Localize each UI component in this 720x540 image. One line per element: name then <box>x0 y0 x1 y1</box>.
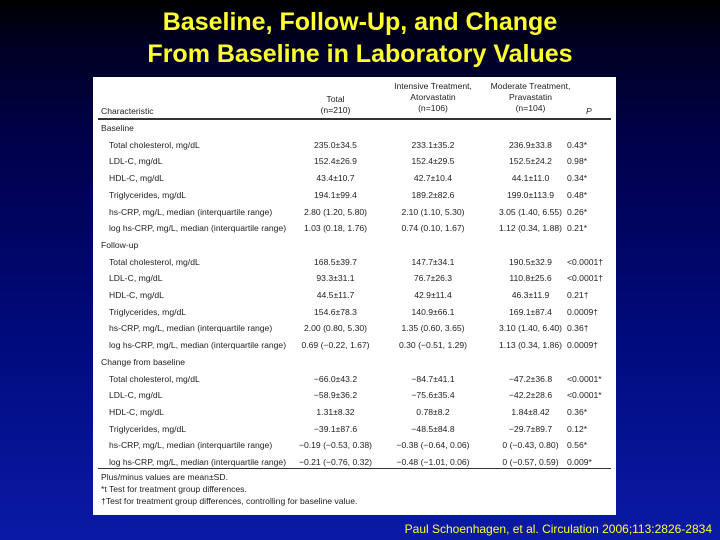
footnote: †Test for treatment group differences, controlling for baseline value. <box>101 496 358 506</box>
cell-intensive: −84.7±41.1 <box>411 373 455 384</box>
table-row <box>93 270 616 287</box>
row-label: Total cholesterol, mg/dL <box>109 373 200 384</box>
cell-intensive: −0.38 (−0.64, 0.06) <box>396 440 470 451</box>
cell-moderate: 169.1±87.4 <box>509 306 552 317</box>
cell-total: 152.4±26.9 <box>314 156 357 167</box>
table-row <box>93 204 616 221</box>
header-characteristic: Characteristic <box>101 106 154 116</box>
table-row <box>93 187 616 204</box>
cell-moderate: 3.05 (1.40, 6.55) <box>498 206 563 217</box>
section-heading <box>93 237 616 254</box>
cell-total: 2.00 (0.80, 5.30) <box>303 323 368 334</box>
header-intensive <box>383 81 483 114</box>
cell-p-value: 0.56* <box>567 440 588 451</box>
cell-moderate: −47.2±36.8 <box>508 373 553 384</box>
cell-total: 43.4±10.7 <box>316 173 355 184</box>
cell-p-value: 0.009* <box>567 457 592 467</box>
row-label: log hs-CRP, mg/L, median (interquartile range) <box>109 340 287 351</box>
cell-p-value: 0.98* <box>567 156 588 167</box>
row-label: LDL-C, mg/dL <box>109 390 163 401</box>
cell-p-value: 0.21* <box>567 223 588 234</box>
cell-intensive: −48.5±84.8 <box>411 423 455 434</box>
cell-total: 235.0±34.5 <box>314 139 357 150</box>
row-label: Triglycerides, mg/dL <box>109 423 187 434</box>
cell-p-value: <0.0001† <box>567 273 604 284</box>
cell-intensive: 0.30 (−0.51, 1.29) <box>398 340 468 351</box>
cell-intensive: 2.10 (1.10, 5.30) <box>401 206 465 217</box>
slide-title-line-2: From Baseline in Laboratory Values <box>147 40 573 68</box>
cell-intensive: 42.9±11.4 <box>414 290 452 300</box>
cell-total: 154.6±78.3 <box>314 306 357 317</box>
cell-p-value: 0.34* <box>567 173 588 184</box>
cell-p-value: 0.12* <box>567 423 588 434</box>
cell-total: −0.21 (−0.76, 0.32) <box>298 457 373 467</box>
cell-p-value: 0.26* <box>567 206 588 217</box>
row-label: HDL-C, mg/dL <box>109 290 164 300</box>
row-label: hs-CRP, mg/L, median (interquartile range) <box>109 323 273 334</box>
cell-total: 168.5±39.7 <box>314 256 357 267</box>
cell-moderate: 44.1±11.0 <box>511 173 550 184</box>
table-row <box>93 220 616 237</box>
cell-moderate: 0 (−0.57, 0.59) <box>502 457 559 467</box>
cell-moderate: −29.7±89.7 <box>508 423 553 434</box>
row-label: Triglycerides, mg/dL <box>109 306 187 317</box>
header-intensive-line-1: Intensive Treatment, <box>394 81 472 91</box>
table-row <box>93 320 616 337</box>
cell-moderate: 190.5±32.9 <box>509 256 552 267</box>
footnote: *t Test for treatment group differences. <box>101 484 247 494</box>
row-label: HDL-C, mg/dL <box>109 406 164 417</box>
row-label: LDL-C, mg/dL <box>109 273 163 284</box>
cell-intensive: 76.7±26.3 <box>413 273 453 284</box>
cell-intensive: 1.35 (0.60, 3.65) <box>401 323 465 334</box>
row-label: LDL-C, mg/dL <box>109 156 163 167</box>
table-row <box>93 153 616 170</box>
cell-intensive: 152.4±29.5 <box>411 156 455 167</box>
header-moderate-line-1: Moderate Treatment, <box>490 81 571 91</box>
cell-p-value: 0.0009† <box>567 340 599 351</box>
cell-total: 44.5±11.7 <box>316 290 355 300</box>
cell-intensive: 140.9±66.1 <box>411 306 455 317</box>
cell-total: −58.9±36.2 <box>313 390 358 401</box>
header-intensive-n: (n=106) <box>418 103 448 113</box>
cell-intensive: −75.6±35.4 <box>411 390 455 401</box>
cell-intensive: 0.78±8.2 <box>416 406 450 417</box>
row-label: log hs-CRP, mg/L, median (interquartile range) <box>109 223 287 234</box>
cell-total: −0.19 (−0.53, 0.38) <box>298 440 373 451</box>
table-row <box>93 254 616 271</box>
header-moderate-n: (n=104) <box>515 103 546 113</box>
table-header <box>93 77 616 119</box>
cell-total: 93.3±31.1 <box>316 273 355 284</box>
cell-moderate: 1.12 (0.34, 1.88) <box>498 223 563 234</box>
table-footnotes <box>101 471 357 507</box>
table-panel <box>93 77 616 515</box>
table-row <box>93 304 616 321</box>
cell-moderate: −42.2±28.6 <box>508 390 553 401</box>
cell-p-value: 0.0009† <box>567 306 599 317</box>
cell-p-value: <0.0001† <box>567 256 604 267</box>
cell-p-value: 0.48* <box>567 189 588 200</box>
cell-moderate: 3.10 (1.40, 6.40) <box>498 323 563 334</box>
table-row <box>93 387 616 404</box>
table-row <box>93 287 616 304</box>
header-total-n: (n=210) <box>320 105 351 115</box>
table-row <box>93 337 616 354</box>
header-intensive-line-2: Atorvastatin <box>410 92 456 102</box>
cell-intensive: −0.48 (−1.01, 0.06) <box>396 457 470 467</box>
cell-intensive: 42.7±10.4 <box>413 173 453 184</box>
citation: Paul Schoenhagen, et al. Circulation 2006;113:2826-2834 <box>404 522 712 536</box>
cell-intensive: 233.1±35.2 <box>411 139 455 150</box>
row-label: hs-CRP, mg/L, median (interquartile range) <box>109 440 273 451</box>
cell-total: 1.31±8.32 <box>316 406 355 417</box>
row-label: hs-CRP, mg/L, median (interquartile range) <box>109 206 273 217</box>
section-heading-label: Change from baseline <box>101 356 186 367</box>
cell-p-value: 0.43* <box>567 139 588 150</box>
header-p: P <box>586 106 592 116</box>
row-label: Triglycerides, mg/dL <box>109 189 187 200</box>
cell-total: −66.0±43.2 <box>313 373 358 384</box>
table-row <box>93 170 616 187</box>
cell-total: 194.1±99.4 <box>314 189 357 200</box>
cell-moderate: 0 (−0.43, 0.80) <box>502 440 559 451</box>
row-label: Total cholesterol, mg/dL <box>109 256 200 267</box>
row-label: HDL-C, mg/dL <box>109 173 164 184</box>
row-label: log hs-CRP, mg/L, median (interquartile range) <box>109 457 287 467</box>
cell-p-value: 0.36* <box>567 406 588 417</box>
footer-rule <box>98 468 611 469</box>
table-row <box>93 137 616 154</box>
cell-intensive: 147.7±34.1 <box>411 256 455 267</box>
slide-title-line-1: Baseline, Follow-Up, and Change <box>162 8 558 36</box>
section-heading-label: Follow-up <box>101 239 139 250</box>
cell-p-value: <0.0001* <box>567 390 602 401</box>
cell-moderate: 110.8±25.6 <box>509 273 552 284</box>
cell-intensive: 0.74 (0.10, 1.67) <box>401 223 465 234</box>
table-row <box>93 437 616 454</box>
cell-p-value: <0.0001* <box>567 373 602 384</box>
slide-title <box>0 6 720 70</box>
header-moderate <box>478 81 583 114</box>
cell-p-value: 0.36† <box>567 323 589 334</box>
cell-moderate: 1.84±8.42 <box>511 406 550 417</box>
section-heading-label: Baseline <box>101 123 134 133</box>
cell-total: 0.69 (−0.22, 1.67) <box>301 340 370 351</box>
cell-moderate: 236.9±33.8 <box>509 139 552 150</box>
section-heading <box>93 120 616 137</box>
section-heading <box>93 354 616 371</box>
table-row <box>93 371 616 388</box>
row-label: Total cholesterol, mg/dL <box>109 139 200 150</box>
cell-moderate: 1.13 (0.34, 1.86) <box>498 340 563 351</box>
cell-total: 1.03 (0.18, 1.76) <box>303 223 368 234</box>
cell-moderate: 199.0±113.9 <box>506 189 555 200</box>
footnote: Plus/minus values are mean±SD. <box>101 472 228 482</box>
header-total <box>283 94 388 116</box>
cell-intensive: 189.2±82.6 <box>411 189 455 200</box>
cell-moderate: 46.3±11.9 <box>511 290 550 300</box>
cell-p-value: 0.21† <box>567 290 589 300</box>
header-total-label: Total <box>326 94 345 104</box>
table-row <box>93 404 616 421</box>
cell-total: 2.80 (1.20, 5.80) <box>303 206 368 217</box>
cell-total: −39.1±87.6 <box>313 423 358 434</box>
table-row <box>93 421 616 438</box>
header-moderate-line-2: Pravastatin <box>509 92 552 102</box>
cell-moderate: 152.5±24.2 <box>509 156 552 167</box>
